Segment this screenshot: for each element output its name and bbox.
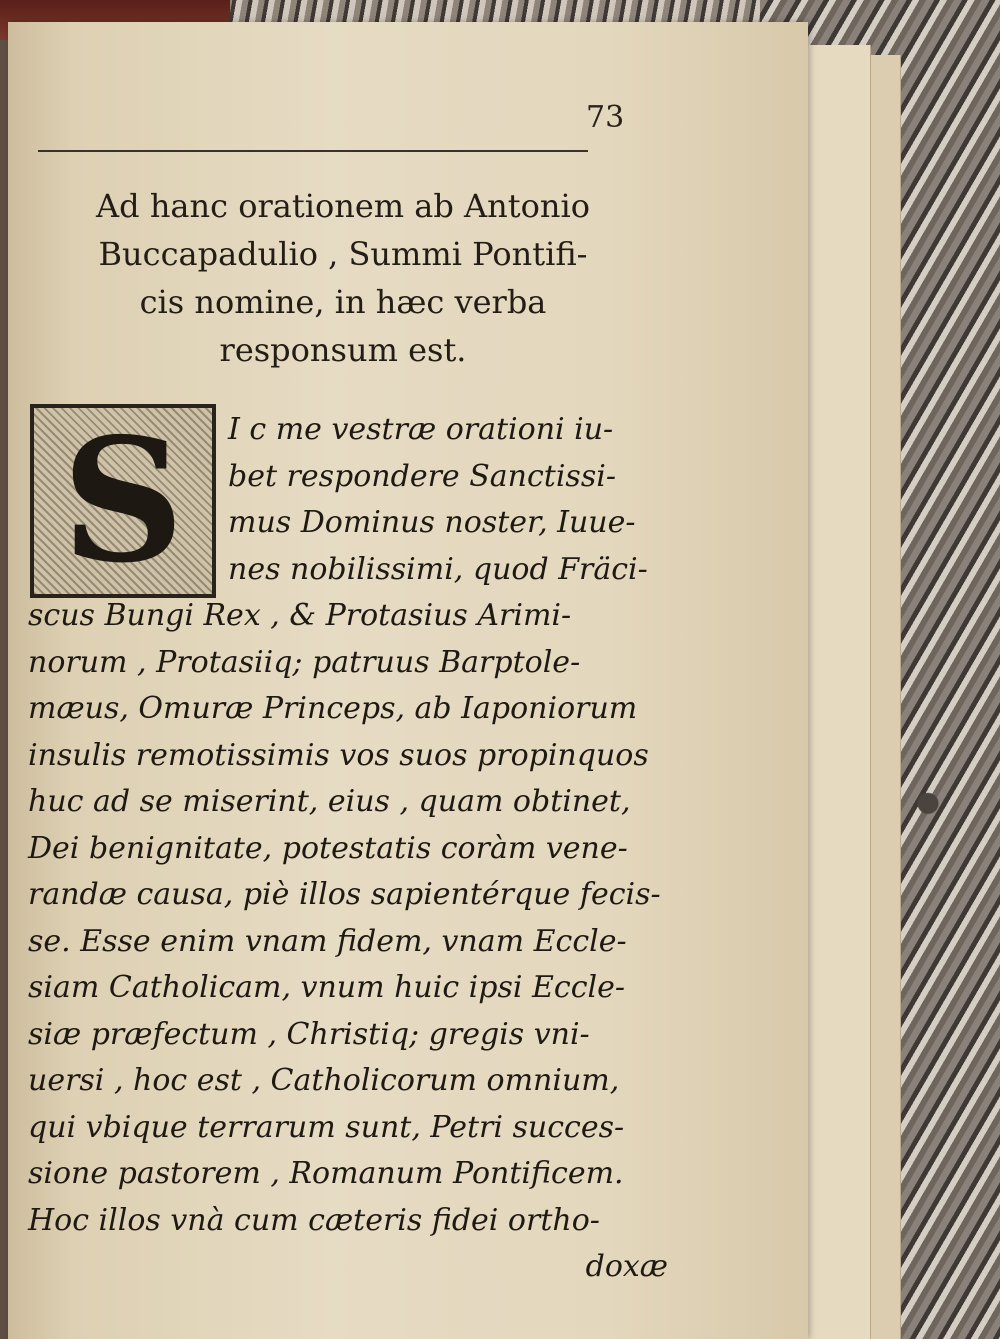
text-line: sione pastorem , Romanum Pontificem. — [28, 1156, 624, 1191]
text-line: siæ præfectum , Christiq; gregis vni- — [28, 1016, 590, 1052]
section-heading — [28, 182, 658, 374]
initial-letter: S — [61, 401, 185, 601]
heading-line: Ad hanc orationem ab Antonio — [96, 187, 590, 225]
text-line: mus Dominus noster, Iuue- — [228, 505, 636, 540]
text-line: qui vbique terrarum sunt, Petri succes- — [28, 1109, 625, 1145]
text-line: norum , Protasiiq; patruus Barptole- — [28, 644, 581, 680]
heading-line: cis nomine, in hæc verba — [139, 283, 547, 321]
catchword: doxæ — [585, 1249, 668, 1284]
text-line: huc ad se miserint, eius , quam obtinet, — [28, 784, 631, 819]
header-rule — [38, 150, 588, 152]
heading-line: responsum est. — [219, 331, 467, 369]
text-line: insulis remotissimis vos suos propinquos — [28, 737, 649, 773]
text-line: randæ causa, piè illos sapientérque fecis- — [28, 877, 661, 912]
text-line: I c me vestræ orationi iu- — [228, 412, 614, 447]
text-line: uersi , hoc est , Catholicorum omnium, — [28, 1063, 620, 1098]
text-line: Dei benignitate, potestatis coràm vene- — [28, 830, 628, 866]
page-edge — [800, 45, 871, 1339]
text-line: Hoc illos vnà cum cæteris fidei ortho- — [28, 1202, 600, 1238]
book-page — [8, 22, 808, 1339]
text-line: bet respondere Sanctissi- — [228, 458, 616, 494]
page-number: 73 — [586, 100, 625, 135]
text-line: siam Catholicam, vnum huic ipsi Eccle- — [28, 970, 625, 1005]
text-line: scus Bungi Rex , & Protasius Arimi- — [28, 598, 572, 633]
body-text — [28, 401, 678, 1291]
text-line: nes nobilissimi, quod Fräci- — [228, 551, 648, 587]
text-line: mæus, Omuræ Princeps, ab Iaponiorum — [28, 691, 638, 726]
heading-line: Buccapadulio , Summi Pontifi- — [98, 235, 588, 273]
text-line: se. Esse enim vnam fidem, vnam Eccle- — [28, 923, 627, 959]
